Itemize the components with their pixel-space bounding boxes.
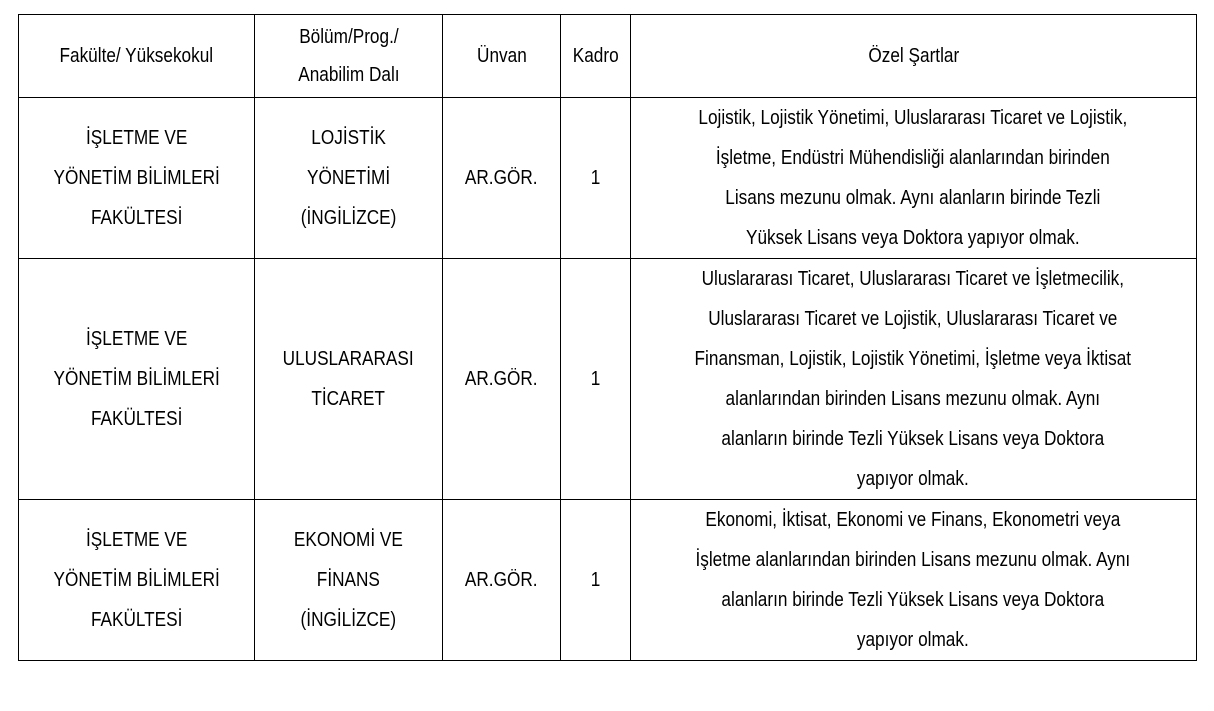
- header-requirements: Özel Şartlar: [631, 15, 1197, 98]
- header-department-line: Anabilim Dalı: [297, 64, 400, 86]
- requirements-line: Uluslararası Ticaret, Uluslararası Ticaret ve İşletmecilik,: [701, 268, 1125, 290]
- requirements-line: İşletme alanlarından birinden Lisans mezunu olmak. Aynı: [695, 549, 1131, 571]
- requirements-cell: [631, 259, 1197, 500]
- faculty-line: YÖNETİM BİLİMLERİ: [53, 167, 220, 189]
- title-cell: AR.GÖR.: [443, 98, 561, 259]
- table-row: [19, 500, 1197, 661]
- faculty-cell: [19, 98, 255, 259]
- department-cell: [255, 98, 443, 259]
- department-line: EKONOMİ VE: [294, 529, 403, 551]
- requirements-line: Yüksek Lisans veya Doktora yapıyor olmak.: [745, 227, 1080, 249]
- quota-cell: 1: [561, 98, 631, 259]
- department-cell: [255, 500, 443, 661]
- faculty-cell: [19, 259, 255, 500]
- header-title: Ünvan: [443, 15, 561, 98]
- faculty-line: FAKÜLTESİ: [90, 408, 183, 430]
- faculty-line: YÖNETİM BİLİMLERİ: [53, 569, 220, 591]
- faculty-line: İŞLETME VE: [85, 127, 188, 149]
- requirements-line: alanların birinde Tezli Yüksek Lisans veya Doktora: [721, 589, 1105, 611]
- title-cell: AR.GÖR.: [443, 500, 561, 661]
- requirements-line: Lisans mezunu olmak. Aynı alanların birinde Tezli: [725, 187, 1101, 209]
- requirements-cell: [631, 98, 1197, 259]
- header-faculty: Fakülte/ Yüksekokul: [19, 15, 255, 98]
- department-cell: [255, 259, 443, 500]
- requirements-line: yapıyor olmak.: [856, 468, 969, 490]
- requirements-line: Ekonomi, İktisat, Ekonomi ve Finans, Ekonometri veya: [705, 509, 1121, 531]
- department-line: LOJİSTİK: [311, 127, 386, 149]
- department-line: FİNANS: [316, 569, 381, 591]
- faculty-line: İŞLETME VE: [85, 328, 188, 350]
- department-line: TİCARET: [311, 388, 386, 410]
- quota-cell: 1: [561, 259, 631, 500]
- requirements-line: Uluslararası Ticaret ve Lojistik, Uluslararası Ticaret ve: [708, 308, 1118, 330]
- requirements-cell: [631, 500, 1197, 661]
- header-department: [255, 15, 443, 98]
- faculty-line: YÖNETİM BİLİMLERİ: [53, 368, 220, 390]
- department-line: ULUSLARARASI: [283, 348, 414, 370]
- department-line: YÖNETİMİ: [306, 167, 391, 189]
- requirements-line: alanların birinde Tezli Yüksek Lisans veya Doktora: [721, 428, 1105, 450]
- requirements-line: Finansman, Lojistik, Lojistik Yönetimi, İşletme veya İktisat: [694, 348, 1132, 370]
- faculty-cell: [19, 500, 255, 661]
- faculty-line: FAKÜLTESİ: [90, 609, 183, 631]
- header-row: [19, 15, 1197, 98]
- table-row: [19, 98, 1197, 259]
- positions-table: [18, 14, 1197, 661]
- title-cell: AR.GÖR.: [443, 259, 561, 500]
- header-quota: Kadro: [561, 15, 631, 98]
- table-row: [19, 259, 1197, 500]
- faculty-line: İŞLETME VE: [85, 529, 188, 551]
- faculty-line: FAKÜLTESİ: [90, 207, 183, 229]
- department-line: (İNGİLİZCE): [300, 609, 397, 631]
- department-line: (İNGİLİZCE): [300, 207, 397, 229]
- requirements-line: alanlarından birinden Lisans mezunu olmak. Aynı: [725, 388, 1101, 410]
- requirements-line: Lojistik, Lojistik Yönetimi, Uluslararası Ticaret ve Lojistik,: [698, 107, 1128, 129]
- header-department-line: Bölüm/Prog./: [298, 26, 399, 48]
- requirements-line: İşletme, Endüstri Mühendisliği alanlarından birinden: [715, 147, 1110, 169]
- quota-cell: 1: [561, 500, 631, 661]
- requirements-line: yapıyor olmak.: [856, 629, 969, 651]
